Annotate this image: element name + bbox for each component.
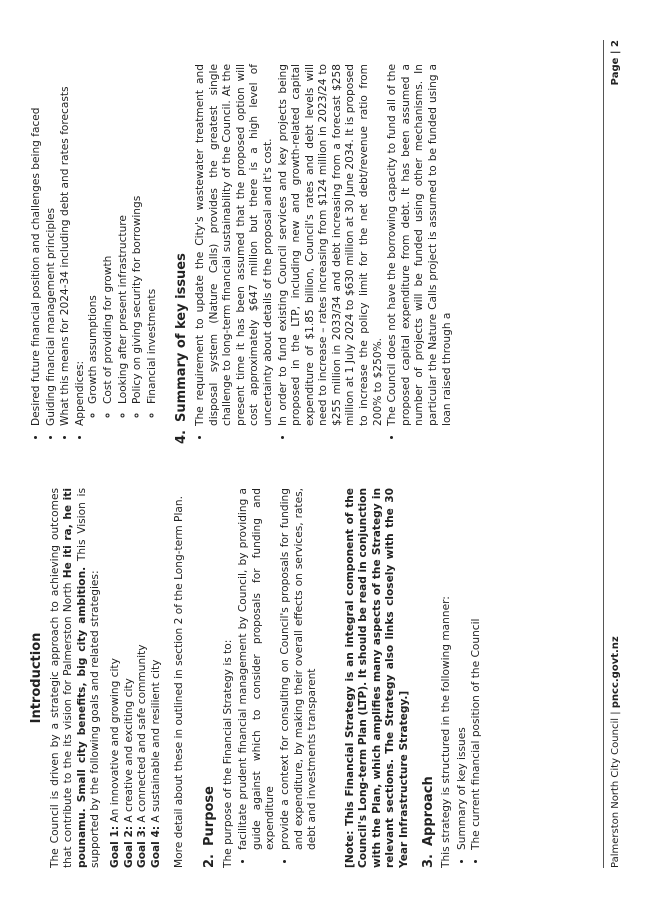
list-item: • What this means for 2024-34 including debt and rates forecasts bbox=[59, 64, 73, 426]
page-separator: | bbox=[610, 46, 621, 58]
section-title: Summary of key issues bbox=[174, 253, 190, 422]
goals-list bbox=[109, 488, 163, 868]
goal-text: A creative and exciting city bbox=[122, 678, 135, 826]
summary-list bbox=[194, 64, 454, 444]
section-title: Purpose bbox=[201, 786, 217, 846]
intro-detail-paragraph: More detail about these in outlined in section 2 of the Long-term Plan. bbox=[173, 496, 186, 868]
approach-lead: This strategy is structured in the following manner: bbox=[440, 596, 453, 868]
website-link[interactable]: pncc.govt.nz bbox=[610, 636, 621, 709]
appendix-item: ◦ Cost of providing for growth bbox=[102, 64, 116, 404]
goal-item bbox=[123, 488, 137, 868]
purpose-lead: The purpose of the Financial Strategy is to: bbox=[221, 639, 234, 868]
appendix-item: ◦ Looking after present infrastructure bbox=[117, 64, 131, 404]
section-number: 4. bbox=[174, 430, 190, 444]
approach-heading bbox=[422, 488, 436, 868]
appendices-label: Appendices: bbox=[73, 360, 86, 426]
page-number bbox=[610, 40, 621, 85]
intro-text-a: The Council is driven by a strategic approach to achieving outcomes that contribute to the its vision for Palmerston North bbox=[48, 488, 75, 868]
appendix-item: ◦ Policy on giving security for borrowings bbox=[131, 64, 145, 404]
section-title: Approach bbox=[420, 776, 436, 846]
goal-label: Goal 2: bbox=[122, 825, 135, 868]
intro-text-c: This Vision is supported by the following goals and related strategies: bbox=[75, 488, 102, 868]
intro-heading: Introduction bbox=[29, 632, 44, 724]
goal-text: A sustainable and resilient city bbox=[149, 659, 162, 826]
section-number: 2. bbox=[201, 854, 217, 868]
list-item bbox=[74, 64, 160, 426]
council-name: Palmerston North City Council bbox=[610, 717, 621, 868]
appendix-item: ◦ Financial investments bbox=[146, 64, 160, 404]
page-label: Page bbox=[610, 57, 621, 86]
list-item: • The current financial position of the Council bbox=[470, 488, 484, 850]
page-footer bbox=[603, 40, 621, 868]
goal-text: An innovative and growing city bbox=[108, 658, 121, 826]
goal-text: A connected and safe community bbox=[136, 644, 149, 826]
section-number: 3. bbox=[420, 854, 436, 868]
footer-org bbox=[610, 636, 621, 868]
list-item: • provide a context for consulting on Council's proposals for funding and expenditure, by making their overall effects on services, rates, debt and investments transparent bbox=[279, 488, 320, 850]
goal-label: Goal 1: bbox=[108, 825, 121, 868]
goal-item bbox=[150, 488, 164, 868]
purpose-list bbox=[237, 488, 320, 868]
list-item: • The Council does not have the borrowing capacity to fund all of the proposed capital expenditure from debt. It has been assumed a number of projects will be funded using other mechanisms. In particular the Nature Calls project is assumed to be funded using a loan raised through a bbox=[386, 64, 454, 426]
right-column bbox=[30, 64, 460, 444]
list-item: • Desired future financial position and challenges being faced bbox=[30, 64, 44, 426]
intro-paragraph bbox=[49, 488, 103, 868]
strategy-note: [Note: This Financial Strategy is an integral component of the Council's Long-term Plan (LTP). It should be read in conjunction with the Plan, which amplifies many aspects of the Strategy in relevant sections. The Strategy also links closely with the 30 Year Infrastructure Strategy.] bbox=[343, 488, 411, 868]
list-item: • The requirement to update the City's wastewater treatment and disposal system (Nature Calls) provides the greatest single challenge to long-term financial sustainability of the Council. At the present time it has been assumed that the proposed option will cost approximately $647 million but there is a high level of uncertainty about details of the proposal and it's cost. bbox=[194, 64, 276, 426]
approach-list bbox=[456, 488, 484, 868]
goal-item bbox=[109, 488, 123, 868]
summary-heading bbox=[175, 64, 189, 444]
appendices-list bbox=[87, 64, 159, 426]
footer-separator: | bbox=[610, 708, 621, 718]
vision-statement: He iti ra, he iti pounamu. Small city benefits, big city ambition. bbox=[62, 488, 88, 868]
goal-label: Goal 4: bbox=[149, 825, 162, 868]
list-item: • Summary of key issues bbox=[456, 488, 470, 850]
list-item: • Guiding financial management principles bbox=[45, 64, 59, 426]
goal-label: Goal 3: bbox=[136, 825, 149, 868]
purpose-heading bbox=[203, 488, 217, 868]
list-item: • facilitate prudent financial management by Council, by providing a guide against which to consider proposals for funding and expenditure bbox=[237, 488, 278, 850]
approach-list-continued bbox=[30, 64, 159, 444]
appendix-item: ◦ Growth assumptions bbox=[87, 64, 101, 404]
left-column bbox=[30, 488, 490, 868]
page-num: 2 bbox=[610, 40, 621, 47]
goal-item bbox=[136, 488, 150, 868]
list-item: • In order to fund existing Council services and key projects being proposed in the LTP, including new and growth-related capital expenditure of $1.85 billion, Council's rates and debt levels will need to increase – rates increasing from $124 million in 2023/24 to $255 million in 2033/34 and debt increasing from a forecast $258 million at 1 July 2024 to $630 million at 30 June 2034. It is proposed to increase the policy limit for the net debt/revenue ratio from 200% to $250%. bbox=[277, 64, 386, 426]
